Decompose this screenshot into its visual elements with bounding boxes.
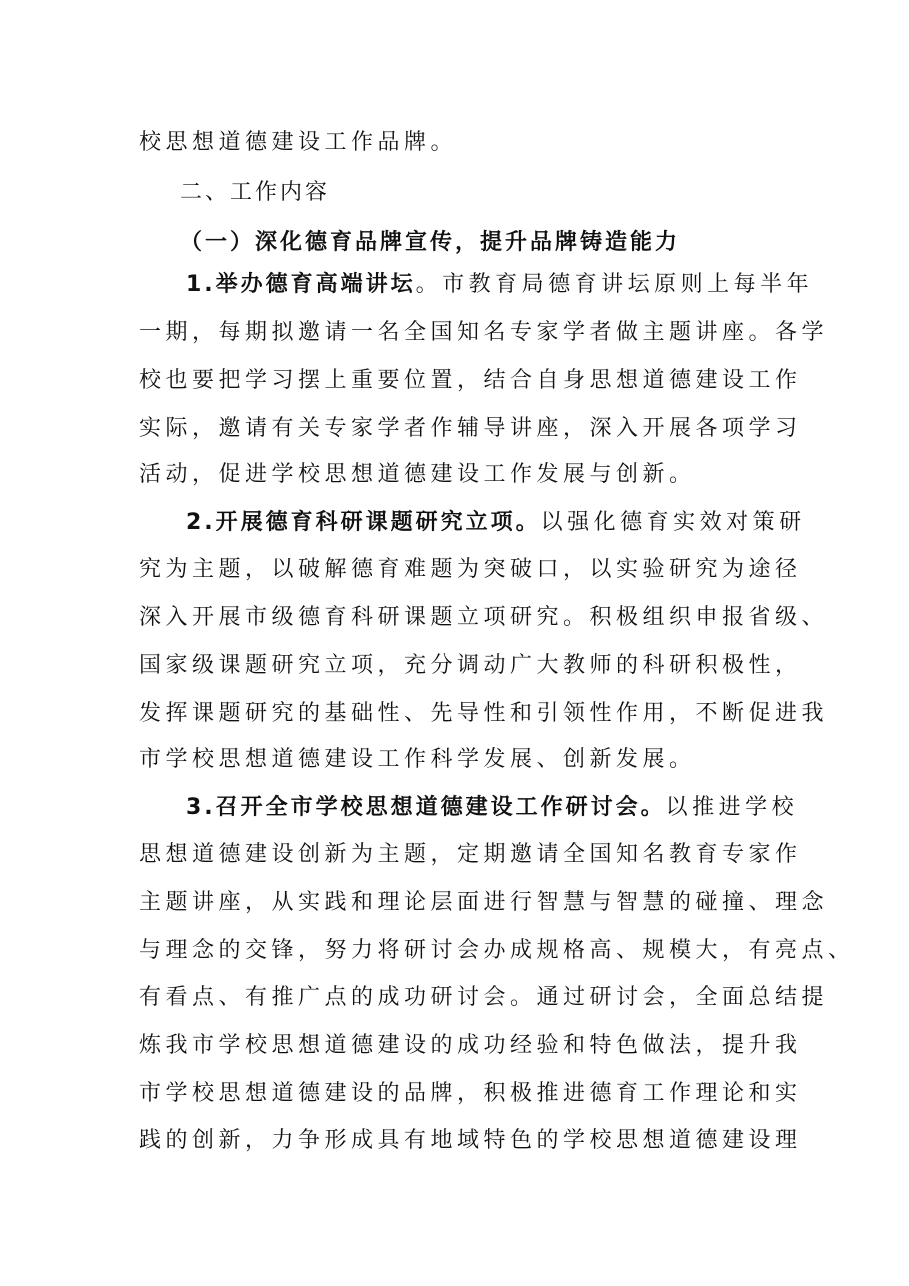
section-heading: 二、工作内容: [180, 180, 331, 205]
paragraph-line: 活动，促进学校思想道德建设工作发展与创新。: [139, 462, 696, 487]
paragraph-line: 市学校思想道德建设工作科学发展、创新发展。: [139, 747, 696, 772]
item-text: 。市教育局德育讲坛原则上每半年: [415, 272, 814, 297]
paragraph-line: 国家级课题研究立项，充分调动广大教师的科研积极性，: [139, 653, 802, 678]
item-text: 以强化德育实效对策研: [540, 510, 806, 535]
item-title: 3.召开全市学校思想道德建设工作研讨会。: [186, 795, 666, 820]
paragraph-line: 践的创新，力争形成具有地域特色的学校思想道德建设理: [139, 1128, 802, 1153]
paragraph-line: [186, 270, 813, 300]
paragraph-line: 市学校思想道德建设的品牌，积极推进德育工作理论和实: [139, 1081, 802, 1106]
paragraph-line: 究为主题，以破解德育难题为突破口，以实验研究为途径: [139, 557, 802, 582]
paragraph-line: [186, 508, 806, 538]
paragraph-line: 与理念的交锋，努力将研讨会办成规格高、规模大，有亮点、: [139, 938, 855, 963]
paragraph-line: 一期，每期拟邀请一名全国知名专家学者做主题讲座。各学: [139, 320, 829, 345]
paragraph-line: 校思想道德建设工作品牌。: [139, 130, 458, 155]
paragraph-line: 发挥课题研究的基础性、先导性和引领性作用，不断促进我: [139, 701, 829, 726]
paragraph-line: 实际，邀请有关专家学者作辅导讲座，深入开展各项学习: [139, 416, 802, 441]
paragraph-line: 深入开展市级德育科研课题立项研究。积极组织申报省级、: [139, 605, 829, 630]
paragraph-line: 炼我市学校思想道德建设的成功经验和特色做法，提升我: [139, 1033, 802, 1058]
paragraph-line: [186, 793, 798, 823]
item-title: 2.开展德育科研课题研究立项。: [186, 510, 541, 535]
paragraph-line: 思想道德建设创新为主题，定期邀请全国知名教育专家作: [139, 842, 802, 867]
paragraph-line: 有看点、有推广点的成功研讨会。通过研讨会，全面总结提: [139, 985, 829, 1010]
paragraph-line: 主题讲座，从实践和理论层面进行智慧与智慧的碰撞、理念: [139, 890, 829, 915]
paragraph-line: 校也要把学习摆上重要位置，结合自身思想道德建设工作: [139, 368, 802, 393]
subsection-heading: （一）深化德育品牌宣传，提升品牌铸造能力: [180, 230, 681, 255]
item-text: 以推进学校: [665, 795, 799, 820]
item-title: 1.举办德育高端讲坛: [186, 272, 416, 297]
